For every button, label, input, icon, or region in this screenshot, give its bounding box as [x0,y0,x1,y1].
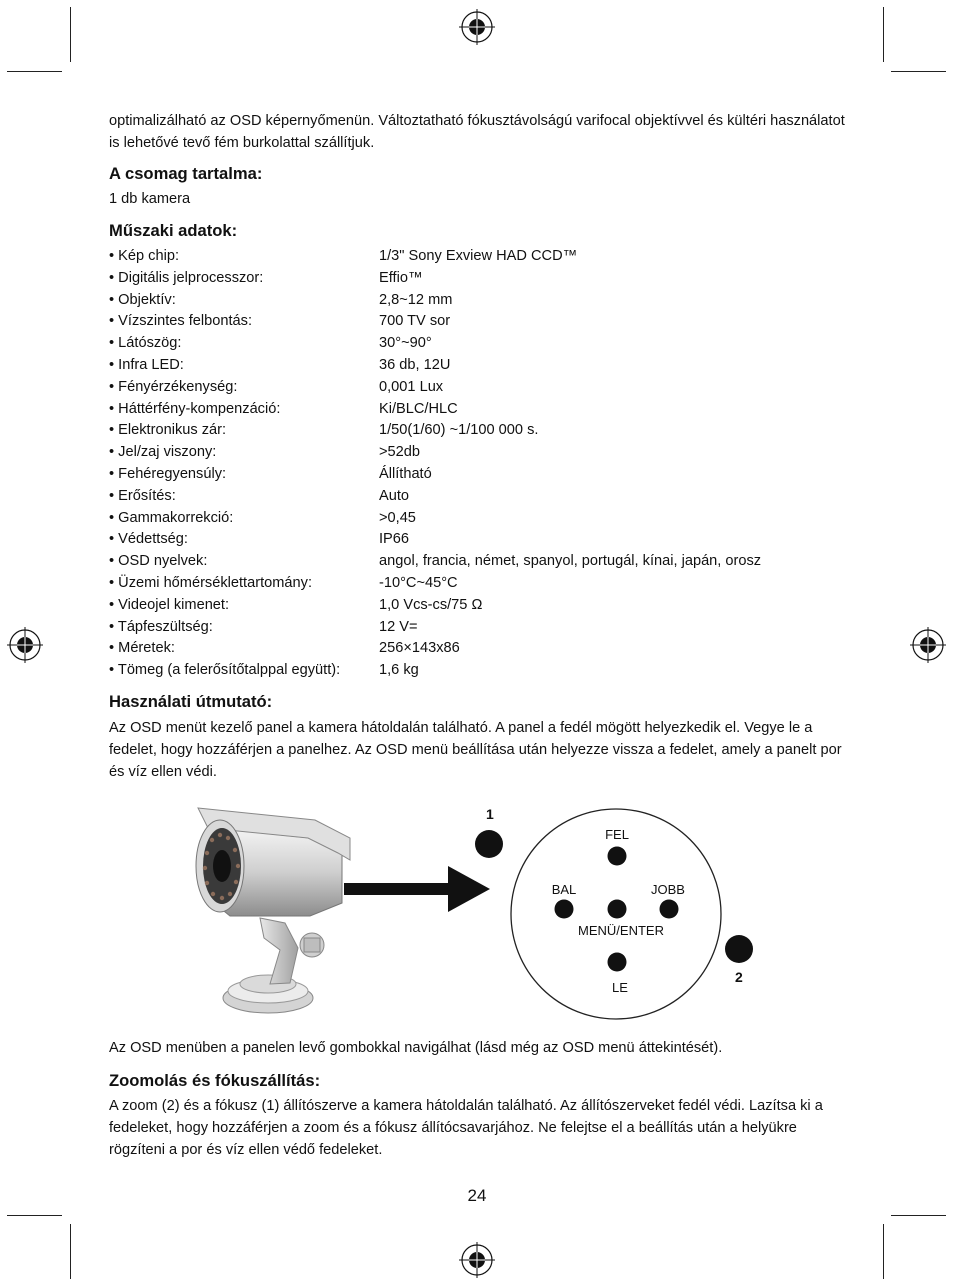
spec-label: • Méretek: [109,640,175,657]
spec-label: • Digitális jelprocesszor: [109,269,264,286]
spec-value: 0,001 Lux [379,378,444,395]
spec-row [109,268,854,290]
spec-label: • Védettség: [109,531,188,548]
spec-value: Ki/BLC/HLC [379,400,458,417]
spec-label: • Tömeg (a felerősítőtalppal együtt): [109,662,341,679]
crop-mark [70,7,71,62]
spec-label: • Fényérzékenység: [109,378,238,395]
spec-value: 700 TV sor [379,313,451,330]
spec-label: • Videojel kimenet: [109,596,230,613]
button-left-label: BAL [551,882,577,897]
spec-row [109,464,854,486]
zoom-label: 2 [735,969,743,985]
button-down [608,953,627,972]
arrow-right-icon [344,864,490,914]
spec-row [109,420,854,442]
crop-mark [7,1215,62,1216]
spec-label: • Üzemi hőmérséklettartomány: [109,575,313,591]
button-up [608,847,627,866]
spec-row [109,399,854,421]
crop-mark [891,71,946,72]
package-heading: A csomag tartalma: [109,164,263,183]
button-right-label: JOBB [651,882,685,897]
spec-value: Effio™ [379,269,423,286]
registration-mark-icon [7,627,43,663]
button-enter-label: MENÜ/ENTER [578,923,664,938]
spec-value: angol, francia, német, spanyol, portugál, kínai, japán, orosz [379,553,762,570]
spec-row [109,551,854,573]
spec-row [109,660,854,682]
camera-illustration [190,798,360,1023]
spec-row [109,638,854,660]
spec-row [109,573,854,595]
spec-value: 30°~90° [379,335,432,352]
spec-label: • Kép chip: [109,248,180,264]
spec-value: Állítható [379,466,432,482]
focus-adjuster [475,830,503,858]
spec-value: 12 V= [379,618,418,635]
spec-row [109,311,854,333]
spec-value: 256×143x86 [379,640,460,657]
spec-row [109,290,854,312]
spec-label: • OSD nyelvek: [109,553,208,570]
spec-value: >52db [379,444,420,461]
spec-label: • Fehéregyensúly: [109,466,227,482]
spec-row [109,333,854,355]
spec-row [109,486,854,508]
spec-label: • Gammakorrekció: [109,509,234,526]
spec-row [109,529,854,551]
button-up-label: FEL [605,827,629,842]
spec-row [109,617,854,639]
spec-label: • Elektronikus zár: [109,422,227,439]
crop-mark [883,7,884,62]
package-content: 1 db kamera [109,191,191,207]
spec-row [109,355,854,377]
intro-paragraph: optimalizálható az OSD képernyőmenün. Változtatható fókusztávolságú varifocal objektívvel és kültéri használatot is lehetővé tevő fém burkolattal szállítjuk. [109,113,845,151]
button-left [555,900,574,919]
spec-label: • Objektív: [109,291,176,308]
spec-label: • Tápfeszültség: [109,618,213,635]
spec-value: Auto [379,487,410,504]
crop-mark [70,1224,71,1279]
spec-row [109,508,854,530]
focus-label: 1 [486,806,494,822]
spec-value: 1,0 Vcs-cs/75 Ω [379,596,483,613]
zoom-adjuster [725,935,753,963]
spec-label: • Vízszintes felbontás: [109,313,253,330]
crop-mark [891,1215,946,1216]
spec-value: >0,45 [379,509,416,526]
registration-mark-icon [459,1242,495,1278]
button-enter [608,900,627,919]
specs-heading: Műszaki adatok: [109,221,238,240]
spec-row [109,442,854,464]
spec-value: 1/50(1/60) ~1/100 000 s. [379,422,539,439]
spec-value: 1/3" Sony Exview HAD CCD™ [379,248,578,264]
spec-value: -10°C~45°C [379,575,458,591]
spec-label: • Látószög: [109,335,182,352]
registration-mark-icon [910,627,946,663]
zoom-paragraph: A zoom (2) és a fókusz (1) állítószerve a kamera hátoldalán található. Az állítószerveket fedél védi. Lazítsa ki a fedeleket, hogy hozzáférjen a zoom és a fókusz állítócsavarjához. Ne felejtse el a beállítás után a helyükre rögzíteni a por és víz ellen védő fedeleket. [109,1098,823,1158]
spec-value: IP66 [379,531,410,548]
spec-value: 2,8~12 mm [379,291,453,308]
spec-label: • Infra LED: [109,357,184,373]
osd-navigation-text: Az OSD menüben a panelen levő gombokkal navigálhat (lásd még az OSD menü áttekintését). [109,1040,723,1056]
spec-row [109,595,854,617]
page-number: 24 [467,1186,487,1205]
spec-value: 1,6 kg [379,662,419,679]
button-down-label: LE [612,980,628,995]
spec-label: • Jel/zaj viszony: [109,444,217,461]
spec-value: 36 db, 12U [379,357,451,373]
spec-row [109,246,854,268]
usage-heading: Használati útmutató: [109,692,273,711]
button-right [660,900,679,919]
spec-label: • Erősítés: [109,487,176,504]
crop-mark [883,1224,884,1279]
spec-row [109,377,854,399]
usage-paragraph: Az OSD menüt kezelő panel a kamera hátoldalán található. A panel a fedél mögött helyezkedik el. Vegye le a fedelet, hogy hozzáférjen a panelhez. Az OSD menü beállítása után helyezze vissza a fedelet, amely a panelt por és víz ellen védi. [109,720,842,780]
registration-mark-icon [459,9,495,45]
crop-mark [7,71,62,72]
zoom-heading: Zoomolás és fókuszállítás: [109,1071,321,1090]
spec-label: • Háttérfény-kompenzáció: [109,400,281,417]
